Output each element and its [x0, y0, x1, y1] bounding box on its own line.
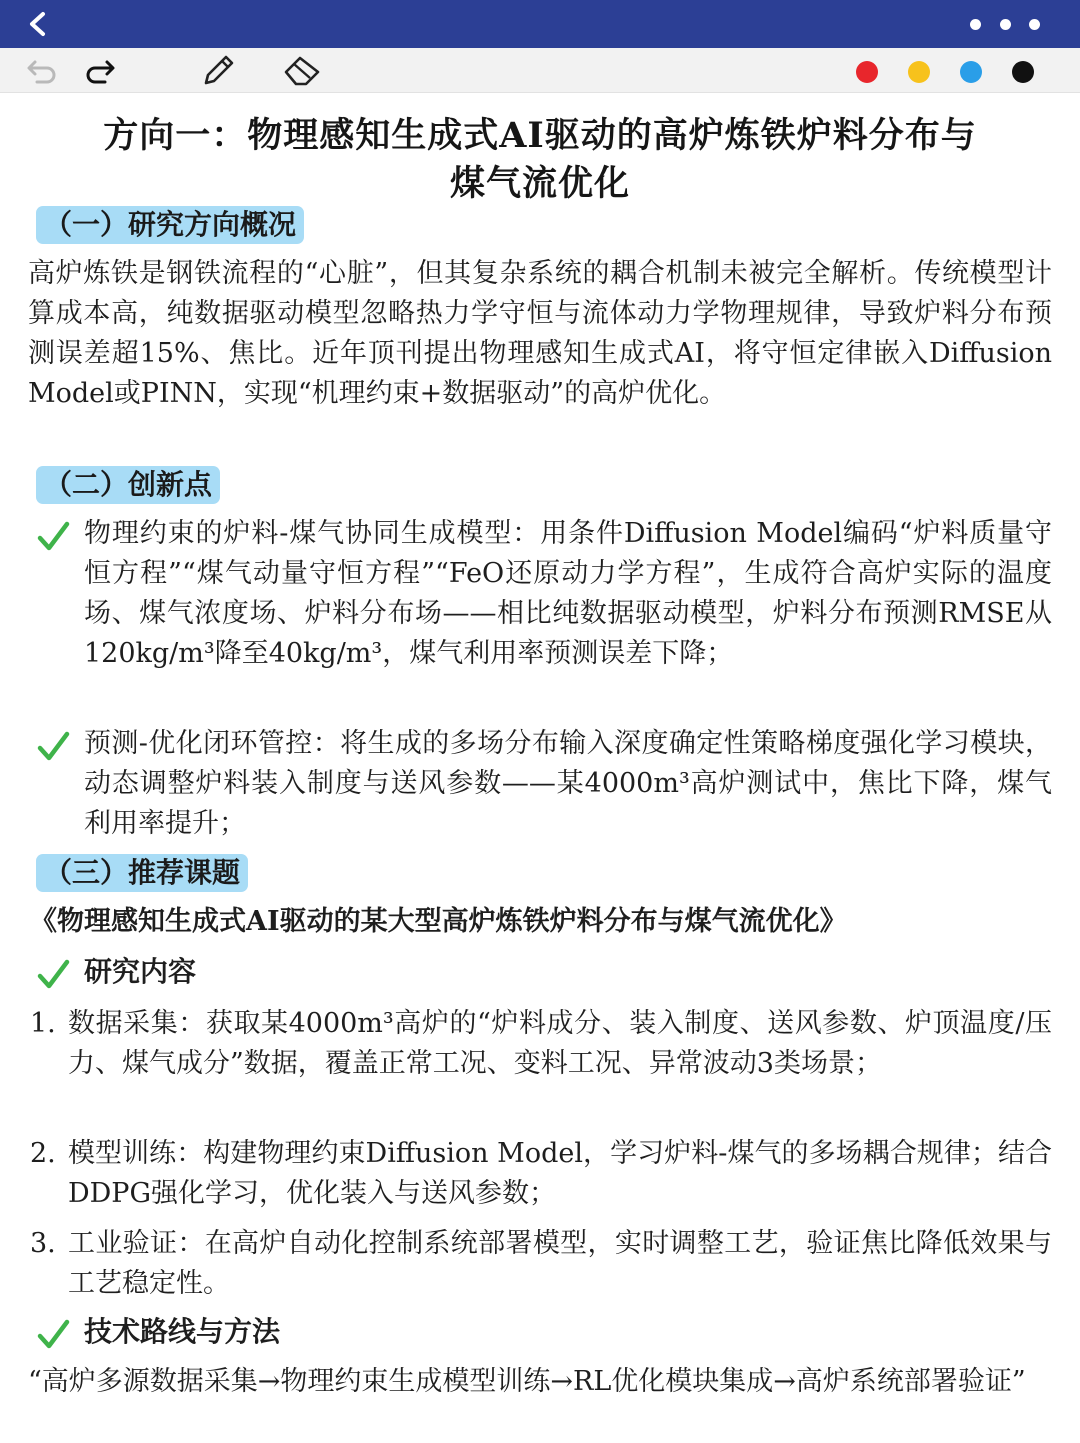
technical-route-heading: 技术路线与方法	[84, 1315, 281, 1348]
undo-button[interactable]	[22, 54, 62, 86]
check-icon	[36, 730, 70, 764]
color-blue-swatch[interactable]	[960, 61, 982, 83]
pen-button[interactable]	[198, 54, 238, 86]
innovation-item-1: 物理约束的炉料-煤气协同生成模型：用条件Diffusion Model编码“炉料质量守恒方程”“煤气动量守恒方程”“FeO还原动力学方程”，生成符合高炉实际的温度场、煤气浓度场、炉料分布场——相比纯数据驱动模型，炉料分布预测RMSE从120kg/m³降至40kg/m³，煤气利用率预测误差下降；	[84, 518, 1052, 669]
section-heading-topic: （三）推荐课题	[36, 854, 248, 892]
top-app-bar	[0, 0, 1080, 48]
undo-icon	[25, 56, 59, 84]
list-number: 3.	[30, 1228, 56, 1259]
check-icon	[36, 958, 70, 992]
research-item-2: 模型训练：构建物理约束Diffusion Model，学习炉料-煤气的多场耦合规律；结合DDPG强化学习，优化装入与送风参数；	[68, 1138, 1052, 1209]
overview-paragraph: 高炉炼铁是钢铁流程的“心脏”，但其复杂系统的耦合机制未被完全解析。传统模型计算成本高，纯数据驱动模型忽略热力学守恒与流体动力学物理规律，导致炉料分布预测误差超15%、焦比。近年顶刊提出物理感知生成式AI，将守恒定律嵌入Diffusion Model或PINN，实现“机理约束+数据驱动”的高炉优化。	[28, 258, 1052, 409]
redo-button[interactable]	[80, 54, 120, 86]
innovation-item-2: 预测-优化闭环管控：将生成的多场分布输入深度确定性策略梯度强化学习模块，动态调整炉料装入制度与送风参数——某4000m³高炉测试中，焦比下降，煤气利用率提升；	[84, 728, 1052, 839]
topic-title: 《物理感知生成式AI驱动的某大型高炉炼铁炉料分布与煤气流优化》	[30, 906, 847, 937]
section-heading-innovation: （二）创新点	[36, 466, 220, 504]
color-yellow-swatch[interactable]	[908, 61, 930, 83]
more-dot-icon	[1029, 19, 1040, 30]
more-options-button[interactable]	[970, 12, 1040, 36]
check-icon	[36, 520, 70, 554]
document-title-line2: 煤气流优化	[449, 163, 630, 204]
color-black-swatch[interactable]	[1012, 61, 1034, 83]
eraser-icon	[282, 54, 322, 86]
pen-icon	[200, 53, 236, 87]
research-item-3: 工业验证：在高炉自动化控制系统部署模型，实时调整工艺，验证焦比降低效果与工艺稳定性。	[68, 1228, 1052, 1299]
more-dot-icon	[1000, 19, 1011, 30]
redo-icon	[83, 56, 117, 84]
chevron-left-icon	[25, 11, 51, 37]
back-button[interactable]	[18, 6, 58, 42]
section-heading-overview: （一）研究方向概况	[36, 206, 304, 244]
technical-route-text: “高炉多源数据采集→物理约束生成模型训练→RL优化模块集成→高炉系统部署验证”	[28, 1366, 1026, 1397]
research-item-1: 数据采集：获取某4000m³高炉的“炉料成分、装入制度、送风参数、炉顶温度/压力、煤气成分”数据，覆盖正常工况、变料工况、异常波动3类场景；	[68, 1008, 1052, 1079]
check-icon	[36, 1318, 70, 1352]
eraser-button[interactable]	[280, 54, 324, 86]
color-red-swatch[interactable]	[856, 61, 878, 83]
research-content-heading: 研究内容	[84, 955, 197, 988]
list-number: 1.	[30, 1008, 56, 1039]
more-dot-icon	[970, 19, 981, 30]
document-title-line1: 方向一：物理感知生成式AI驱动的高炉炼铁炉料分布与	[103, 115, 977, 156]
list-number: 2.	[30, 1138, 56, 1169]
